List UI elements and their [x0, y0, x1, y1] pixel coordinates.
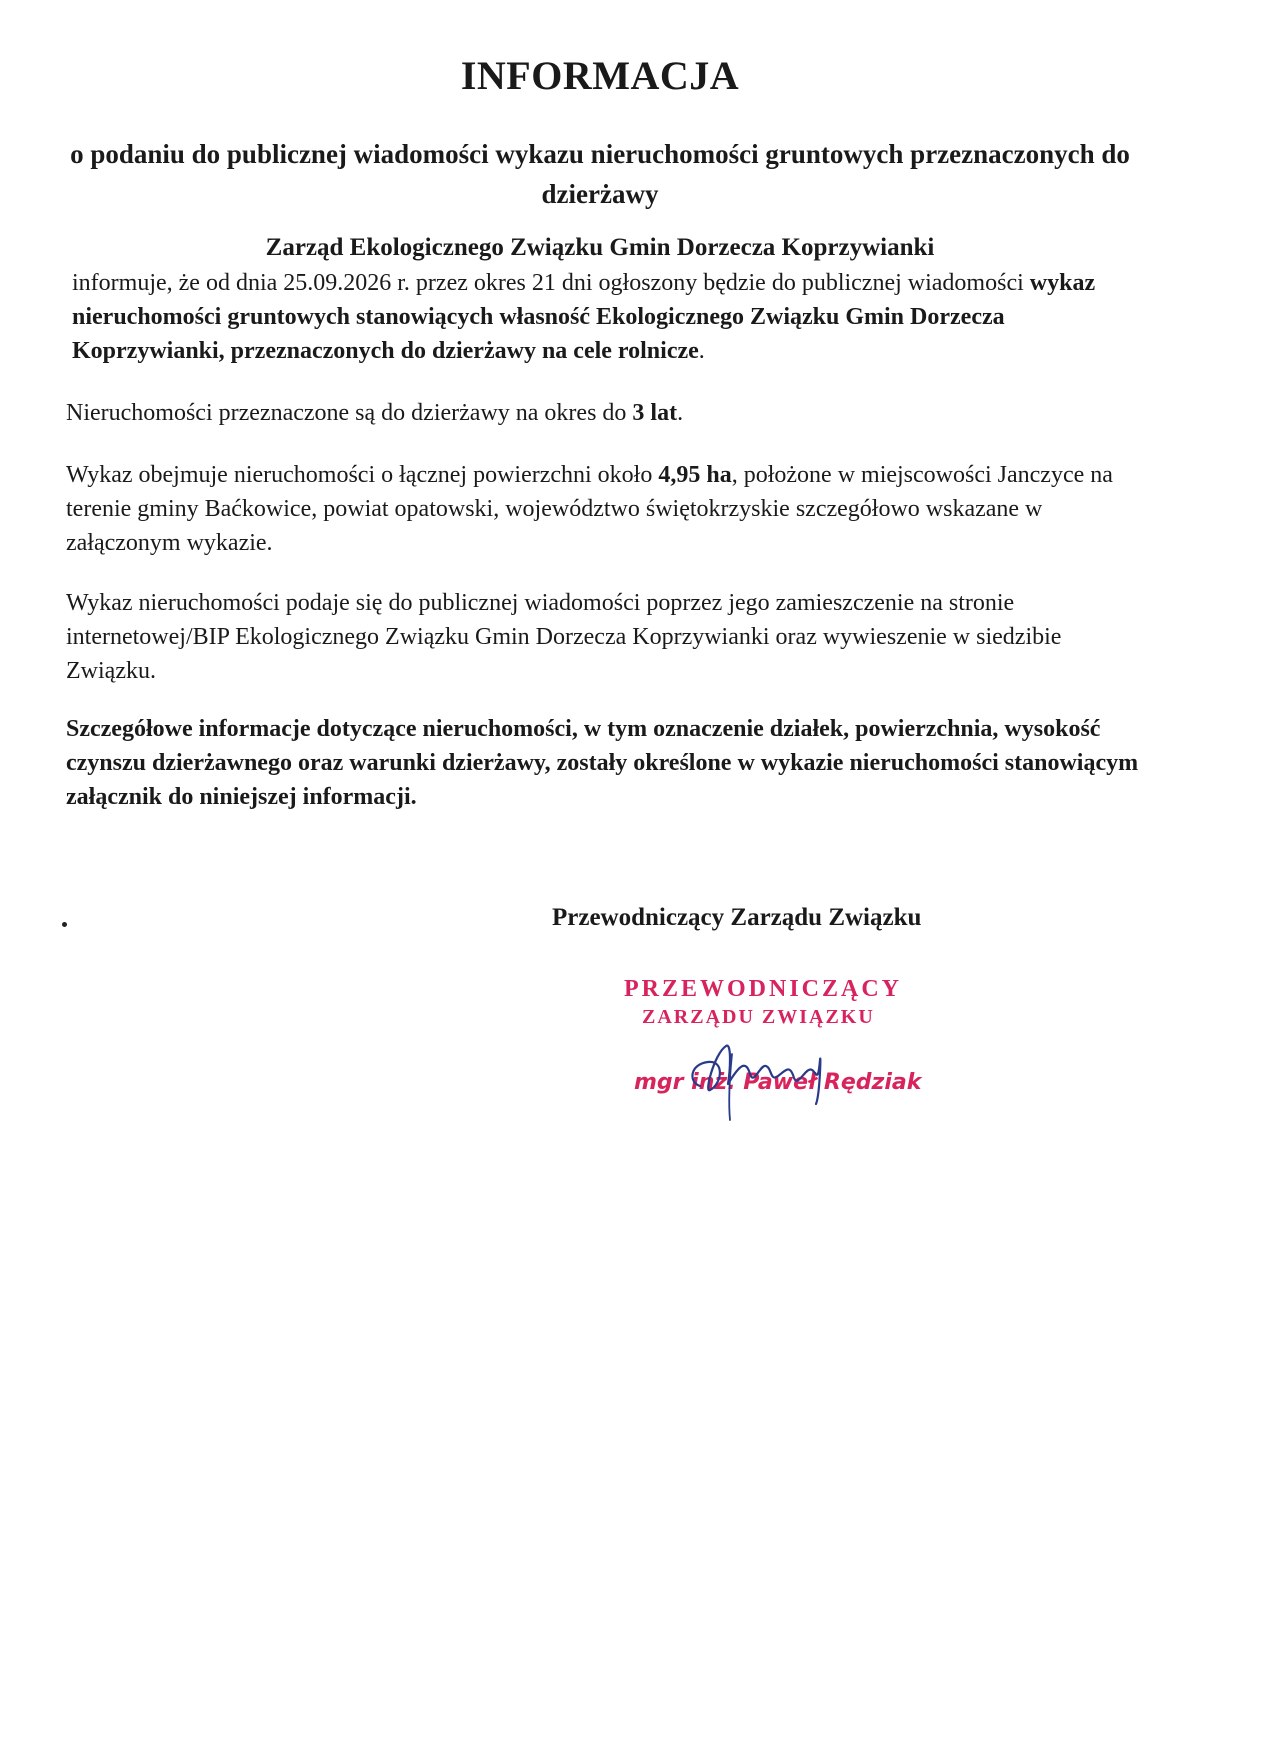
paragraph-announcement-text: informuje, że od dnia 25.09.2026 r. przez okres 21 dni ogłoszony będzie do publicznej wiadomości	[72, 270, 1030, 296]
document-title: INFORMACJA	[460, 53, 740, 98]
paragraph-publication: Wykaz nieruchomości podaje się do publicznej wiadomości poprzez jego zamieszczenie na stronie internetowej/BIP Ekologicznego Związku Gmin Dorzecza Koprzywianki oraz wywieszenie w siedzibie Związku.	[66, 590, 1062, 684]
stamp-line-3: mgr inż. Paweł Rędziak	[634, 1070, 922, 1095]
paragraph-lease-period-bold: 3 lat	[632, 400, 678, 426]
paragraph-details: Szczegółowe informacje dotyczące nieruchomości, w tym oznaczenie działek, powierzchnia, wysokość czynszu dzierżawnego oraz warunki dzierżawy, zostały określone w wykazie nieruchomości stanowiącym załącznik do niniejszej informacji.	[66, 716, 1139, 810]
paragraph-lease-period-end: .	[677, 400, 684, 426]
paragraph-lease-period-text: Nieruchomości przeznaczone są do dzierżawy na okres do	[66, 400, 633, 426]
paragraph-area-bold: 4,95 ha	[658, 462, 732, 488]
document-subtitle: o podaniu do publicznej wiadomości wykazu nieruchomości gruntowych przeznaczonych do dzierżawy	[70, 139, 1130, 209]
paragraph-announcement	[72, 266, 1152, 368]
paragraph-announcement-bold: wykaz nieruchomości gruntowych stanowiących własność Ekologicznego Związku Gmin Dorzecza Koprzywianki, przeznaczonych do dzierżawy na cele rolnicze	[72, 270, 1096, 364]
paragraph-area	[66, 458, 1146, 560]
signatory-title: Przewodniczący Zarządu Związku	[552, 904, 922, 931]
paragraph-announcement-end: .	[698, 338, 705, 364]
bullet-dot	[62, 922, 67, 927]
paragraph-area-text: Wykaz obejmuje nieruchomości o łącznej powierzchni około	[66, 462, 659, 488]
paragraph-area-end: , położone w miejscowości Janczyce na terenie gminy Baćkowice, powiat opatowski, województwo świętokrzyskie szczegółowo wskazane w załączonym wykazie.	[66, 462, 1113, 556]
stamp-line-2: ZARZĄDU ZWIĄZKU	[642, 1006, 875, 1028]
stamp-line-1: PRZEWODNICZĄCY	[624, 976, 903, 1002]
paragraph-lease-period	[66, 396, 1146, 430]
board-heading: Zarząd Ekologicznego Związku Gmin Dorzecza Koprzywianki	[265, 234, 935, 261]
handwritten-signature-icon	[670, 1024, 870, 1124]
